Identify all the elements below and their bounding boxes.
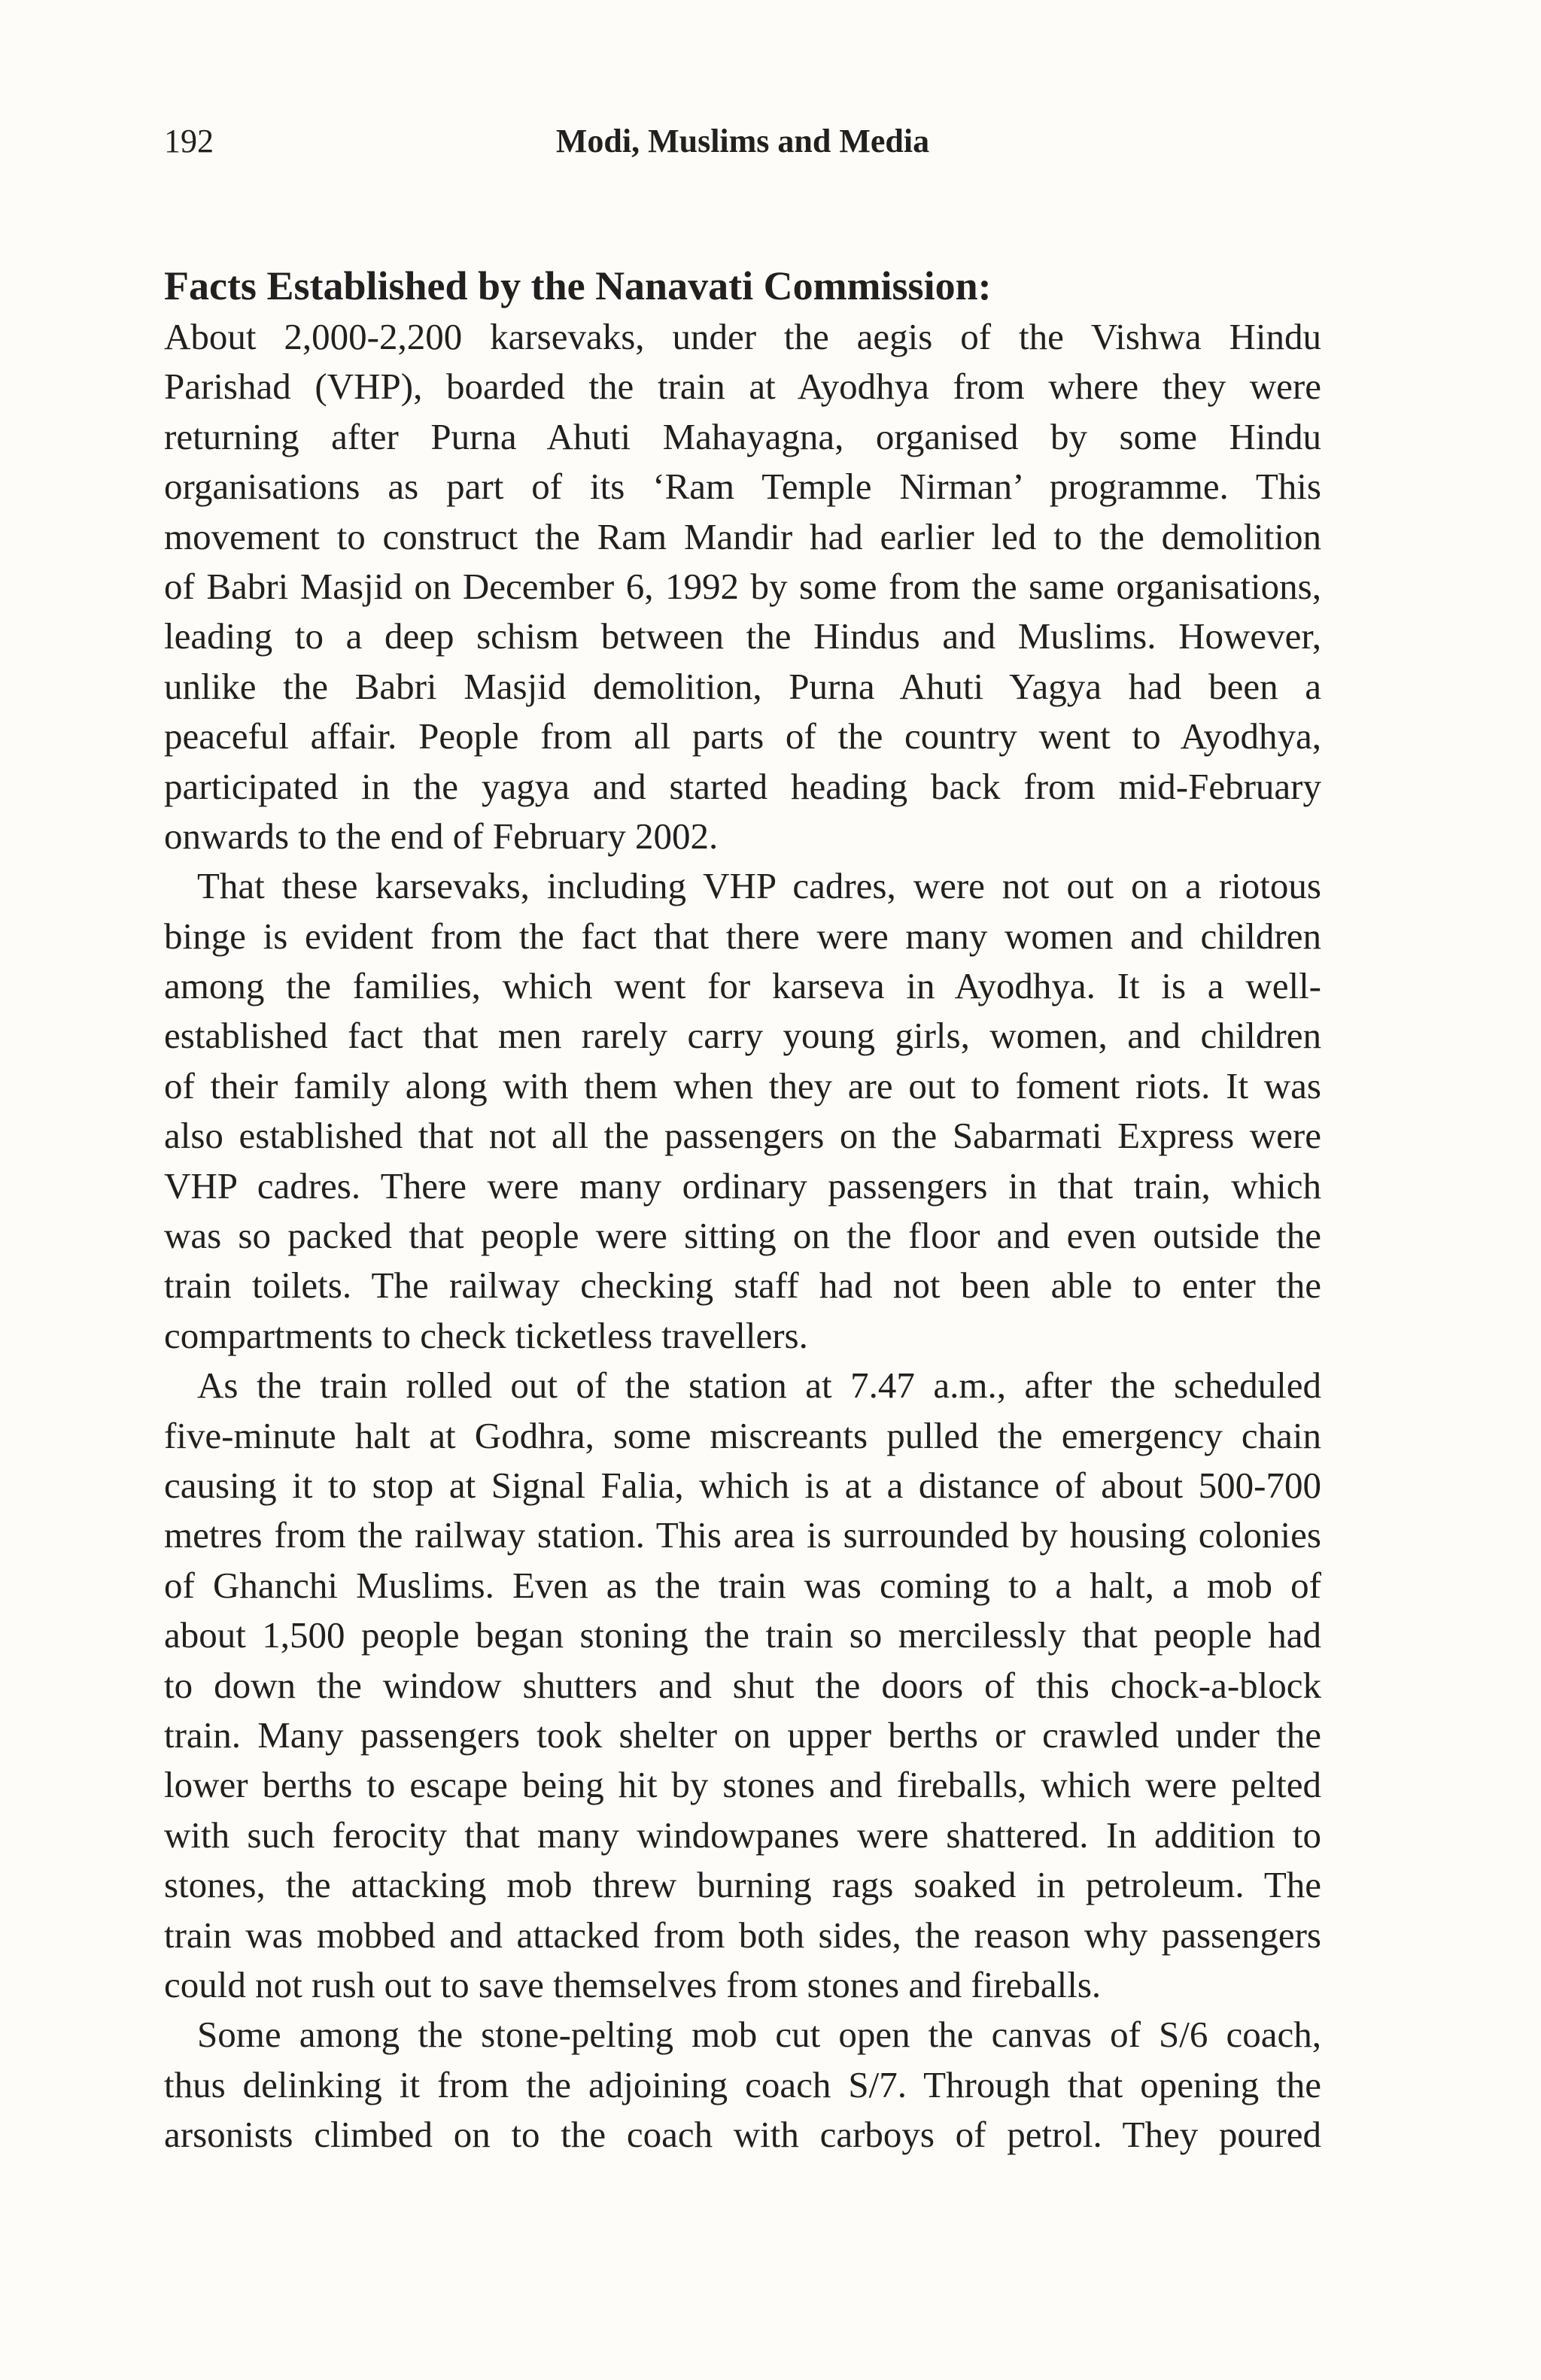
paragraph-3 [164,1361,1321,2010]
page-number: 192 [164,123,214,159]
text-line: leading to a deep schism between the Hindus and Muslims. However, [164,615,1321,657]
text-line: of their family along with them when they are out to foment riots. It was [164,1064,1321,1107]
text-line: onwards to the end of February 2002. [164,815,719,857]
text-line: train. Many passengers took shelter on upper berths or crawled under the [164,1714,1321,1756]
text-line: stones, the attacking mob threw burning rags soaked in petroleum. The [164,1864,1321,1906]
text-line: among the families, which went for karseva in Ayodhya. It is a well- [164,965,1321,1007]
text-line: VHP cadres. There were many ordinary passengers in that train, which [164,1164,1321,1207]
text-line: train was mobbed and attacked from both sides, the reason why passengers [164,1914,1321,1956]
text-line: lower berths to escape being hit by stones and fireballs, which were pelted [164,1764,1321,1806]
text-line: compartments to check ticketless travellers. [164,1314,808,1356]
text-line: causing it to stop at Signal Falia, which is at a distance of about 500-700 [164,1464,1321,1506]
text-line: Some among the stone-pelting mob cut open the canvas of S/6 coach, [197,2014,1321,2056]
text-line: about 1,500 people began stoning the train so mercilessly that people had [164,1614,1321,1656]
text-line: peaceful affair. People from all parts of the country went to Ayodhya, [164,715,1321,757]
text-line: also established that not all the passengers on the Sabarmati Express were [164,1115,1321,1157]
book-title: Modi, Muslims and Media [555,123,930,159]
text-line: of Ghanchi Muslims. Even as the train was coming to a halt, a mob of [164,1564,1321,1606]
text-line: to down the window shutters and shut the doors of this chock-a-block [164,1664,1321,1706]
text-line: unlike the Babri Masjid demolition, Purna Ahuti Yagya had been a [164,665,1321,707]
text-line: binge is evident from the fact that there were many women and children [164,915,1321,957]
running-head [164,119,1321,164]
text-line: five-minute halt at Godhra, some miscreants pulled the emergency chain [164,1414,1321,1456]
section-heading: Facts Established by the Nanavati Commission: [164,263,992,308]
text-line: arsonists climbed on to the coach with carboys of petrol. They poured [164,2114,1321,2156]
text-line: As the train rolled out of the station at 7.47 a.m., after the scheduled [197,1365,1321,1407]
text-line: could not rush out to save themselves from stones and fireballs. [164,1963,1102,2005]
body-text [164,260,1321,2160]
paragraph-2 [164,861,1321,1361]
text-line: About 2,000-2,200 karsevaks, under the aegis of the Vishwa Hindu [164,316,1321,357]
text-line: movement to construct the Ram Mandir had earlier led to the demolition [164,515,1321,557]
text-line: with such ferocity that many windowpanes were shattered. In addition to [164,1814,1321,1856]
paragraph-1 [164,312,1321,861]
text-line: Parishad (VHP), boarded the train at Ayodhya from where they were [164,366,1321,408]
text-line: train toilets. The railway checking staff had not been able to enter the [164,1264,1321,1307]
text-line: returning after Purna Ahuti Mahayagna, organised by some Hindu [164,415,1321,457]
text-line: was so packed that people were sitting on the floor and even outside the [164,1215,1321,1257]
text-line: organisations as part of its ‘Ram Temple Nirman’ programme. This [164,466,1321,508]
text-line: That these karsevaks, including VHP cadres, were not out on a riotous [197,865,1321,907]
paragraph-4 [164,2010,1321,2160]
text-line: established fact that men rarely carry young girls, women, and children [164,1015,1321,1057]
text-line: metres from the railway station. This area is surrounded by housing colonies [164,1514,1321,1556]
text-line: participated in the yagya and started heading back from mid-February [164,765,1321,807]
text-line: of Babri Masjid on December 6, 1992 by some from the same organisations, [164,565,1321,607]
text-line: thus delinking it from the adjoining coach S/7. Through that opening the [164,2063,1321,2105]
